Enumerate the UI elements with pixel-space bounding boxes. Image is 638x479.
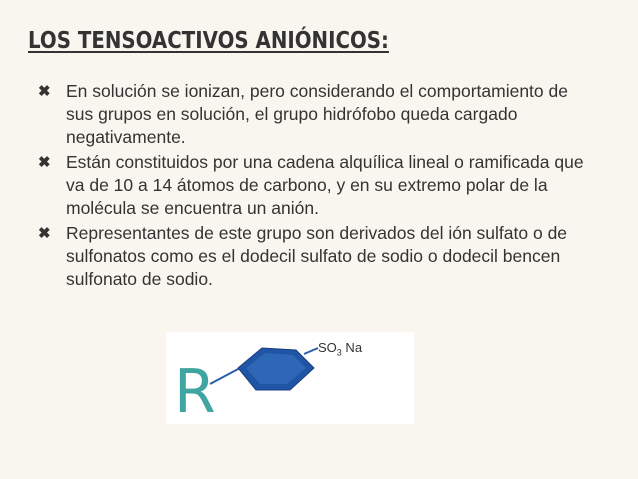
x-bullet-icon: ✖ xyxy=(38,154,51,171)
r-group-label: R xyxy=(174,357,216,427)
bullet-text: En solución se ionizan, pero considerando el comportamiento de sus grupos en solución, el grupo hidrófobo queda cargado negativamente. xyxy=(66,81,568,147)
x-bullet-icon: ✖ xyxy=(38,83,51,100)
slide-title: LOS TENSOACTIVOS ANIÓNICOS: xyxy=(28,28,389,54)
bullet-list xyxy=(38,80,598,293)
bullet-item xyxy=(38,151,598,220)
x-bullet-icon: ✖ xyxy=(38,225,51,242)
bullet-item xyxy=(38,222,598,291)
sulfonate-group-label: $SO_3$ Na xyxy=(318,340,363,358)
bullet-text: Representantes de este grupo son derivados del ión sulfato o de sulfonatos como es el dodecil sulfato de sodio o dodecil bencen sulfonato de sodio. xyxy=(66,223,568,289)
bullet-item xyxy=(38,80,598,149)
bullet-text: Están constituidos por una cadena alquílica lineal o ramificada que va de 10 a 14 átomos de carbono, y en su extremo polar de la molécula se encuentra un anión. xyxy=(66,152,584,218)
chemical-structure-figure xyxy=(166,332,414,427)
